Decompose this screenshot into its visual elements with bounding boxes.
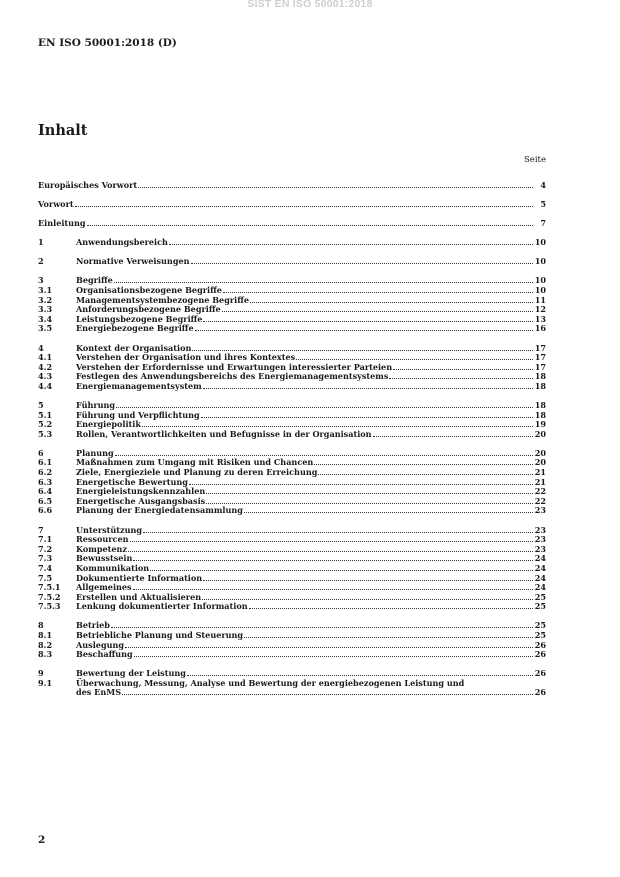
toc-entry-title: Normative Verweisungen — [76, 256, 190, 267]
toc-leader-dots — [75, 200, 533, 207]
toc-entry-number: 6.6 — [38, 505, 53, 516]
toc-entry-title: Maßnahmen zum Umgang mit Risiken und Chancen — [76, 457, 314, 468]
toc-entry-page: 25 — [534, 620, 546, 631]
toc-entry-page: 10 — [534, 256, 546, 267]
toc-entry-number: 3.3 — [38, 304, 53, 315]
toc-leader-dots — [133, 583, 533, 590]
toc-entry-title: Energetische Bewertung — [76, 476, 188, 487]
toc-entry-title: Unterstützung — [76, 524, 143, 535]
toc-leader-dots — [187, 669, 533, 676]
toc-entry-title: Überwachung, Messung, Analyse und Bewertung der energiebezogenen Leistung und — [76, 677, 465, 688]
toc-entry-page: 20 — [534, 457, 546, 468]
toc-entry-page: 23 — [534, 505, 546, 516]
toc-leader-dots — [203, 315, 533, 322]
toc-entry[interactable] — [38, 506, 546, 516]
toc-leader-dots — [249, 602, 533, 609]
toc-entry-page: 7 — [540, 218, 546, 229]
toc-entry[interactable] — [38, 219, 546, 229]
toc-entry-number: 3.4 — [38, 313, 53, 324]
toc-entry-page: 22 — [534, 486, 546, 497]
toc-leader-dots — [134, 650, 533, 657]
toc-entry-number: 6.1 — [38, 457, 53, 468]
toc-leader-dots — [318, 468, 533, 475]
toc-entry-page: 21 — [534, 467, 546, 478]
toc-entry-title: Lenkung dokumentierter Information — [76, 601, 248, 612]
toc-entry[interactable] — [38, 238, 546, 248]
toc-entry-title: Europäisches Vorwort — [38, 180, 138, 190]
toc-leader-dots — [195, 324, 533, 331]
toc-entry-number: 3.1 — [38, 285, 53, 296]
toc-entry-number: 4 — [38, 342, 44, 353]
toc-entry-page: 16 — [534, 323, 546, 334]
toc-entry-number: 6.5 — [38, 495, 53, 506]
toc-entry-page: 11 — [534, 294, 546, 305]
toc-entry-title: Managementsystembezogene Begriffe — [76, 294, 249, 305]
toc-entry-number: 4.1 — [38, 352, 53, 363]
toc-leader-dots — [150, 564, 533, 571]
toc-entry-page: 24 — [534, 582, 546, 593]
toc-entry-line — [38, 688, 546, 698]
toc-entry-page: 10 — [534, 275, 546, 286]
toc-entry-title: Bewertung der Leistung — [76, 668, 186, 679]
toc-entry[interactable] — [38, 200, 546, 210]
toc-entry-title: Anforderungsbezogene Begriffe — [76, 304, 221, 315]
toc-leader-dots — [202, 593, 533, 600]
toc-entry-page: 10 — [534, 237, 546, 248]
toc-leader-dots — [223, 286, 533, 293]
toc-entry-number: 5.2 — [38, 419, 53, 430]
toc-entry-title: Auslegung — [76, 639, 125, 650]
toc-entry[interactable] — [38, 324, 546, 334]
toc-entry-number: 5 — [38, 400, 44, 410]
toc-entry-title: Leistungsbezogene Begriffe — [76, 313, 203, 324]
toc-entry-number: 7 — [38, 524, 44, 535]
toc-entry-title: Führung — [76, 400, 116, 410]
toc-entry-title: Betrieb — [76, 620, 110, 631]
toc-entry-title-continued: des EnMS — [76, 687, 122, 698]
toc-entry-title: Anwendungsbereich — [76, 237, 168, 248]
toc-entry[interactable] — [38, 679, 546, 698]
toc-entry-page: 18 — [534, 380, 546, 391]
toc-entry-page: 23 — [534, 534, 546, 545]
toc-entry-number: 6.4 — [38, 486, 53, 497]
toc-entry-title: Betriebliche Planung und Steuerung — [76, 629, 244, 640]
toc-title: Inhalt — [38, 122, 88, 139]
toc-entry-number: 7.4 — [38, 562, 53, 573]
toc-leader-dots — [244, 506, 533, 513]
toc-entry-title: Energiepolitik — [76, 419, 141, 430]
toc-leader-dots — [206, 487, 533, 494]
toc-entry-title: Beschaffung — [76, 649, 133, 660]
toc-entry-title: Bewusstsein — [76, 553, 133, 564]
toc-entry-number: 8 — [38, 620, 44, 631]
toc-leader-dots — [133, 554, 533, 561]
toc-leader-dots — [115, 449, 533, 456]
toc-leader-dots — [128, 545, 533, 552]
toc-entry-title: Energiebezogene Begriffe — [76, 323, 194, 334]
toc-entry-title: Erstellen und Aktualisieren — [76, 591, 202, 602]
toc-entry-page: 10 — [534, 285, 546, 296]
toc-entry-page: 20 — [534, 447, 546, 458]
toc-entry-number: 8.3 — [38, 649, 53, 660]
toc-leader-dots — [203, 382, 533, 389]
toc-leader-dots — [130, 535, 534, 542]
toc-entry-page: 26 — [534, 649, 546, 660]
table-of-contents — [38, 181, 546, 698]
toc-entry-title: Planung — [76, 447, 114, 458]
toc-leader-dots — [87, 219, 533, 226]
toc-entry-page: 24 — [534, 562, 546, 573]
toc-entry-page: 22 — [534, 495, 546, 506]
toc-leader-dots — [206, 497, 533, 504]
toc-entry-title: Energiemanagementsystem — [76, 380, 202, 391]
toc-entry-number: 7.3 — [38, 553, 53, 564]
toc-leader-dots — [143, 526, 533, 533]
toc-leader-dots — [192, 344, 533, 351]
toc-leader-dots — [244, 631, 533, 638]
toc-leader-dots — [122, 688, 533, 695]
toc-entry-number: 8.2 — [38, 639, 53, 650]
toc-entry-page: 24 — [534, 572, 546, 583]
toc-entry-number: 4.2 — [38, 361, 53, 372]
toc-entry-page: 26 — [534, 687, 546, 698]
toc-entry-page: 12 — [534, 304, 546, 315]
toc-entry-title: Einleitung — [38, 218, 86, 229]
toc-entry-title: Energieleistungskennzahlen — [76, 486, 206, 497]
toc-entry-number: 7.5.2 — [38, 591, 61, 602]
toc-entry-number: 7.5 — [38, 572, 53, 583]
toc-entry[interactable] — [38, 257, 546, 267]
watermark: SIST EN ISO 50001:2018 — [247, 0, 373, 10]
toc-entry-page: 24 — [534, 553, 546, 564]
toc-entry-number: 9.1 — [38, 677, 53, 688]
toc-entry-title: Verstehen der Erfordernisse und Erwartungen interessierter Parteien — [76, 361, 393, 372]
toc-entry-number: 3.5 — [38, 323, 53, 334]
toc-entry-page: 18 — [534, 400, 546, 410]
toc-entry-number: 4.3 — [38, 371, 53, 382]
toc-entry-title: Ziele, Energieziele und Planung zu deren Erreichung — [76, 467, 318, 478]
toc-entry-page: 17 — [534, 352, 546, 363]
toc-entry-page: 18 — [534, 371, 546, 382]
toc-entry-number: 7.5.1 — [38, 582, 61, 593]
toc-leader-dots — [125, 641, 533, 648]
toc-leader-dots — [114, 276, 533, 283]
toc-leader-dots — [191, 257, 533, 264]
toc-entry[interactable] — [38, 602, 546, 612]
toc-entry-page: 13 — [534, 313, 546, 324]
toc-entry-title: Festlegen des Anwendungsbereichs des Energiemanagementsystems — [76, 371, 389, 382]
toc-entry-number: 7.1 — [38, 534, 53, 545]
toc-entry[interactable] — [38, 650, 546, 660]
toc-entry-page: 26 — [534, 668, 546, 679]
toc-entry-page: 23 — [534, 543, 546, 554]
toc-leader-dots — [138, 181, 533, 188]
toc-entry-title: Energetische Ausgangsbasis — [76, 495, 206, 506]
toc-entry[interactable] — [38, 181, 546, 191]
toc-entry-page: 4 — [540, 180, 546, 190]
toc-entry-title: Allgemeines — [76, 582, 132, 593]
toc-entry-page: 18 — [534, 409, 546, 420]
toc-entry-title: Ressourcen — [76, 534, 129, 545]
toc-leader-dots — [116, 401, 533, 408]
document-id: EN ISO 50001:2018 (D) — [38, 37, 177, 49]
toc-entry-number: 3 — [38, 275, 44, 286]
toc-entry-title: Kommunikation — [76, 562, 150, 573]
toc-leader-dots — [296, 353, 533, 360]
toc-leader-dots — [111, 621, 533, 628]
toc-leader-dots — [314, 458, 533, 465]
page-column-label: Seite — [523, 155, 546, 165]
toc-entry-page: 17 — [534, 342, 546, 353]
toc-leader-dots — [373, 430, 533, 437]
toc-entry-number: 7.2 — [38, 543, 53, 554]
toc-entry-page: 17 — [534, 361, 546, 372]
toc-entry-title: Planung der Energiedatensammlung — [76, 505, 243, 516]
toc-leader-dots — [189, 478, 533, 485]
toc-entry-number: 8.1 — [38, 629, 53, 640]
toc-entry-number: 3.2 — [38, 294, 53, 305]
toc-entry-page: 26 — [534, 639, 546, 650]
toc-entry-page: 5 — [540, 199, 546, 210]
toc-entry-title: Führung und Verpflichtung — [76, 409, 200, 420]
toc-entry-page: 20 — [534, 428, 546, 439]
toc-entry-page: 23 — [534, 524, 546, 535]
toc-entry-title: Vorwort — [38, 199, 74, 210]
toc-entry[interactable] — [38, 382, 546, 392]
toc-entry-page: 19 — [534, 419, 546, 430]
toc-entry-title: Kontext der Organisation — [76, 342, 192, 353]
toc-leader-dots — [201, 411, 533, 418]
toc-entry-number: 5.1 — [38, 409, 53, 420]
page-number: 2 — [38, 834, 46, 846]
toc-entry-page: 25 — [534, 629, 546, 640]
toc-entry-number: 4.4 — [38, 380, 53, 391]
toc-leader-dots — [222, 305, 533, 312]
toc-entry-number: 2 — [38, 256, 44, 267]
toc-entry-title: Dokumentierte Information — [76, 572, 203, 583]
toc-entry-title: Begriffe — [76, 275, 113, 286]
toc-entry-number: 7.5.3 — [38, 601, 61, 612]
toc-leader-dots — [389, 372, 533, 379]
toc-leader-dots — [393, 363, 533, 370]
toc-leader-dots — [169, 238, 533, 245]
toc-entry-number: 6.3 — [38, 476, 53, 487]
toc-leader-dots — [142, 420, 533, 427]
toc-entry-title: Organisationsbezogene Begriffe — [76, 285, 222, 296]
toc-entry[interactable] — [38, 430, 546, 440]
toc-entry-title: Kompetenz — [76, 543, 127, 554]
toc-entry-title: Verstehen der Organisation und ihres Kontextes — [76, 352, 296, 363]
toc-leader-dots — [203, 574, 533, 581]
toc-entry-number: 1 — [38, 237, 44, 248]
toc-entry-page: 25 — [534, 601, 546, 612]
toc-leader-dots — [250, 296, 533, 303]
toc-entry-title: Rollen, Verantwortlichkeiten und Befugnisse in der Organisation — [76, 428, 372, 439]
toc-entry-page: 21 — [534, 476, 546, 487]
toc-entry-page: 25 — [534, 591, 546, 602]
toc-entry-number: 9 — [38, 668, 44, 679]
toc-entry-number: 5.3 — [38, 428, 53, 439]
toc-entry-number: 6.2 — [38, 467, 53, 478]
toc-entry-number: 6 — [38, 447, 44, 458]
